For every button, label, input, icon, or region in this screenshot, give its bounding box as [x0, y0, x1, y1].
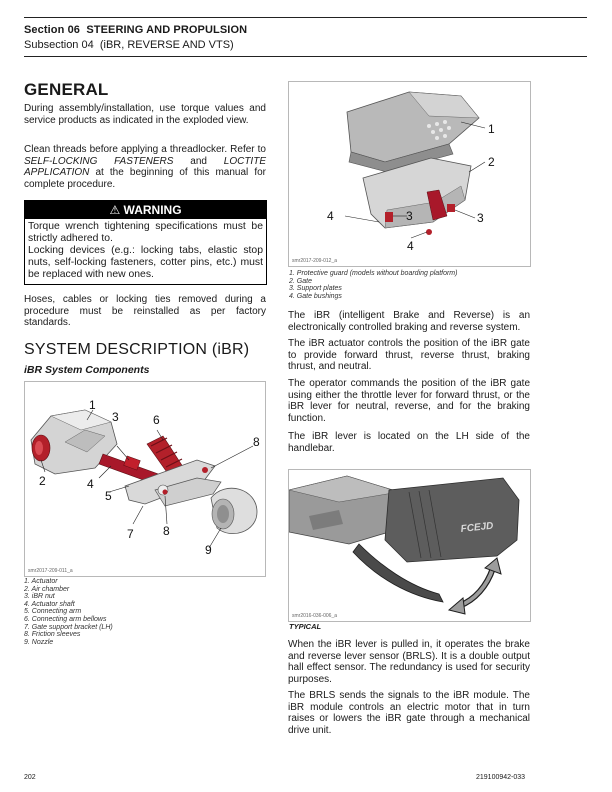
guard-callout-4-left: 4 — [327, 209, 334, 223]
warning-triangle-icon: ⚠ — [109, 203, 121, 217]
legend-item: 3. Support plates — [289, 285, 342, 293]
legend-item: 4. Gate bushings — [289, 292, 342, 300]
legend-item: 1. Actuator — [24, 578, 58, 585]
callout-4: 4 — [87, 477, 94, 491]
components-figure — [24, 381, 266, 577]
legend-item: 3. iBR nut — [24, 593, 55, 601]
guard-callout-3-left: 3 — [406, 209, 413, 223]
header-bottom-rule — [24, 56, 587, 57]
warning-text-2: Locking devices (e.g.: locking tabs, elastic stop nuts, self-locking fasteners, cotter pins, etc.) must be replaced with new ones. — [28, 245, 263, 280]
lever-figure — [288, 469, 531, 622]
general-paragraph-1: During assembly/installation, use torque values and service products as indicated in the exploded view. — [24, 103, 266, 126]
guard-figure — [288, 81, 531, 267]
callout-2: 2 — [39, 474, 46, 488]
subsection-heading: Subsection 04 (iBR, REVERSE AND VTS) — [24, 39, 234, 51]
guard-callout-4-bottom: 4 — [407, 239, 414, 253]
components-illustration — [25, 382, 265, 576]
guard-figure-code: smr2017-209-012_a — [292, 258, 338, 264]
lever-figure-code: smr2016-036-006_a — [292, 613, 338, 619]
general-heading: GENERAL — [24, 80, 109, 99]
components-figure-code: smr2017-209-011_a — [28, 568, 73, 574]
callout-1: 1 — [89, 398, 96, 412]
self-locking-fasteners-link[interactable]: SELF-LOCKING FASTENERS — [24, 155, 174, 167]
lever-motion-arrow-icon — [449, 558, 501, 614]
guard-legend — [289, 270, 457, 300]
legend-item: 7. Gate support bracket (LH) — [24, 623, 113, 631]
general-paragraph-3: Hoses, cables or locking ties removed during a procedure must be reinstalled as per factory standards. — [24, 294, 266, 329]
ibr-paragraph-1: The iBR (intelligent Brake and Reverse) is an electronically controlled braking and reverse system. — [288, 310, 530, 333]
guard-callout-1: 1 — [488, 122, 495, 136]
guard-callout-3-right: 3 — [477, 211, 484, 225]
legend-item: 6. Connecting arm bellows — [24, 615, 107, 623]
legend-item: 8. Friction sleeves — [24, 631, 81, 639]
callout-5: 5 — [105, 489, 112, 503]
ibr-paragraph-2: The iBR actuator controls the position of the iBR gate to provide forward thrust, reverse thrust, braking thrust, and neutral. — [288, 338, 530, 373]
lever-illustration — [289, 470, 530, 621]
guard-illustration — [289, 82, 530, 266]
air-chamber-part — [32, 435, 50, 461]
document-id: 219100942-033 — [476, 774, 526, 781]
guard-callout-2: 2 — [488, 155, 495, 169]
system-description-heading: SYSTEM DESCRIPTION (iBR) — [24, 341, 250, 358]
legend-item: 1. Protective guard (models without boarding platform) — [289, 270, 458, 277]
general-paragraph-2: Clean threads before applying a threadlocker. Refer to SELF-LOCKING FASTENERS and LOCTITE APPLICATION at the beginning of this manual for complete procedure. — [24, 144, 266, 190]
nozzle-part — [211, 488, 257, 533]
grip-part — [385, 478, 519, 562]
legend-item: 2. Air chamber — [24, 585, 70, 593]
warning-header: ⚠ WARNING — [25, 201, 266, 219]
legend-item: 4. Actuator shaft — [24, 600, 75, 608]
legend-item: 9. Nozzle — [24, 638, 54, 646]
callout-9: 9 — [205, 543, 212, 557]
callout-3: 3 — [112, 410, 119, 424]
callout-8-top: 8 — [253, 435, 260, 449]
callout-7: 7 — [127, 527, 134, 541]
components-subheading: iBR System Components — [24, 364, 150, 376]
section-heading: Section 06 STEERING AND PROPULSION — [24, 24, 248, 36]
header-top-rule — [24, 17, 587, 18]
protective-guard-part — [347, 92, 479, 172]
grip-logo-text: FCEJD — [460, 520, 494, 535]
legend-item: 2. Gate — [289, 277, 312, 285]
components-legend — [24, 578, 113, 646]
ibr-paragraph-3: The operator commands the position of the iBR gate using either the throttle lever for forward thrust, or the iBR lever for neutral, reverse, and for the braking function. — [288, 378, 530, 424]
page-number: 202 — [24, 774, 36, 781]
callout-8-bottom: 8 — [163, 524, 170, 538]
warning-box — [24, 200, 267, 285]
warning-text-1: Torque wrench tightening specifications must be strictly adhered to. — [28, 221, 263, 244]
ibr-paragraph-5: When the iBR lever is pulled in, it operates the brake and reverse lever sensor (BRLS). It is a double output hall effect sensor. The redundancy is used for security purposes. — [288, 639, 530, 685]
loctite-application-link[interactable]: LOCTITE APPLICATION — [24, 155, 266, 179]
ibr-paragraph-4: The iBR lever is located on the LH side of the handlebar. — [288, 431, 530, 454]
callout-6: 6 — [153, 413, 160, 427]
legend-item: 5. Connecting arm — [24, 608, 82, 616]
warning-body — [25, 219, 266, 284]
lever-figure-caption: TYPICAL — [289, 622, 322, 631]
ibr-paragraph-6: The BRLS sends the signals to the iBR module. The iBR module controls an electric motor that in turn raises or lowers the iBR gate through a mechanical drive unit. — [288, 690, 530, 736]
